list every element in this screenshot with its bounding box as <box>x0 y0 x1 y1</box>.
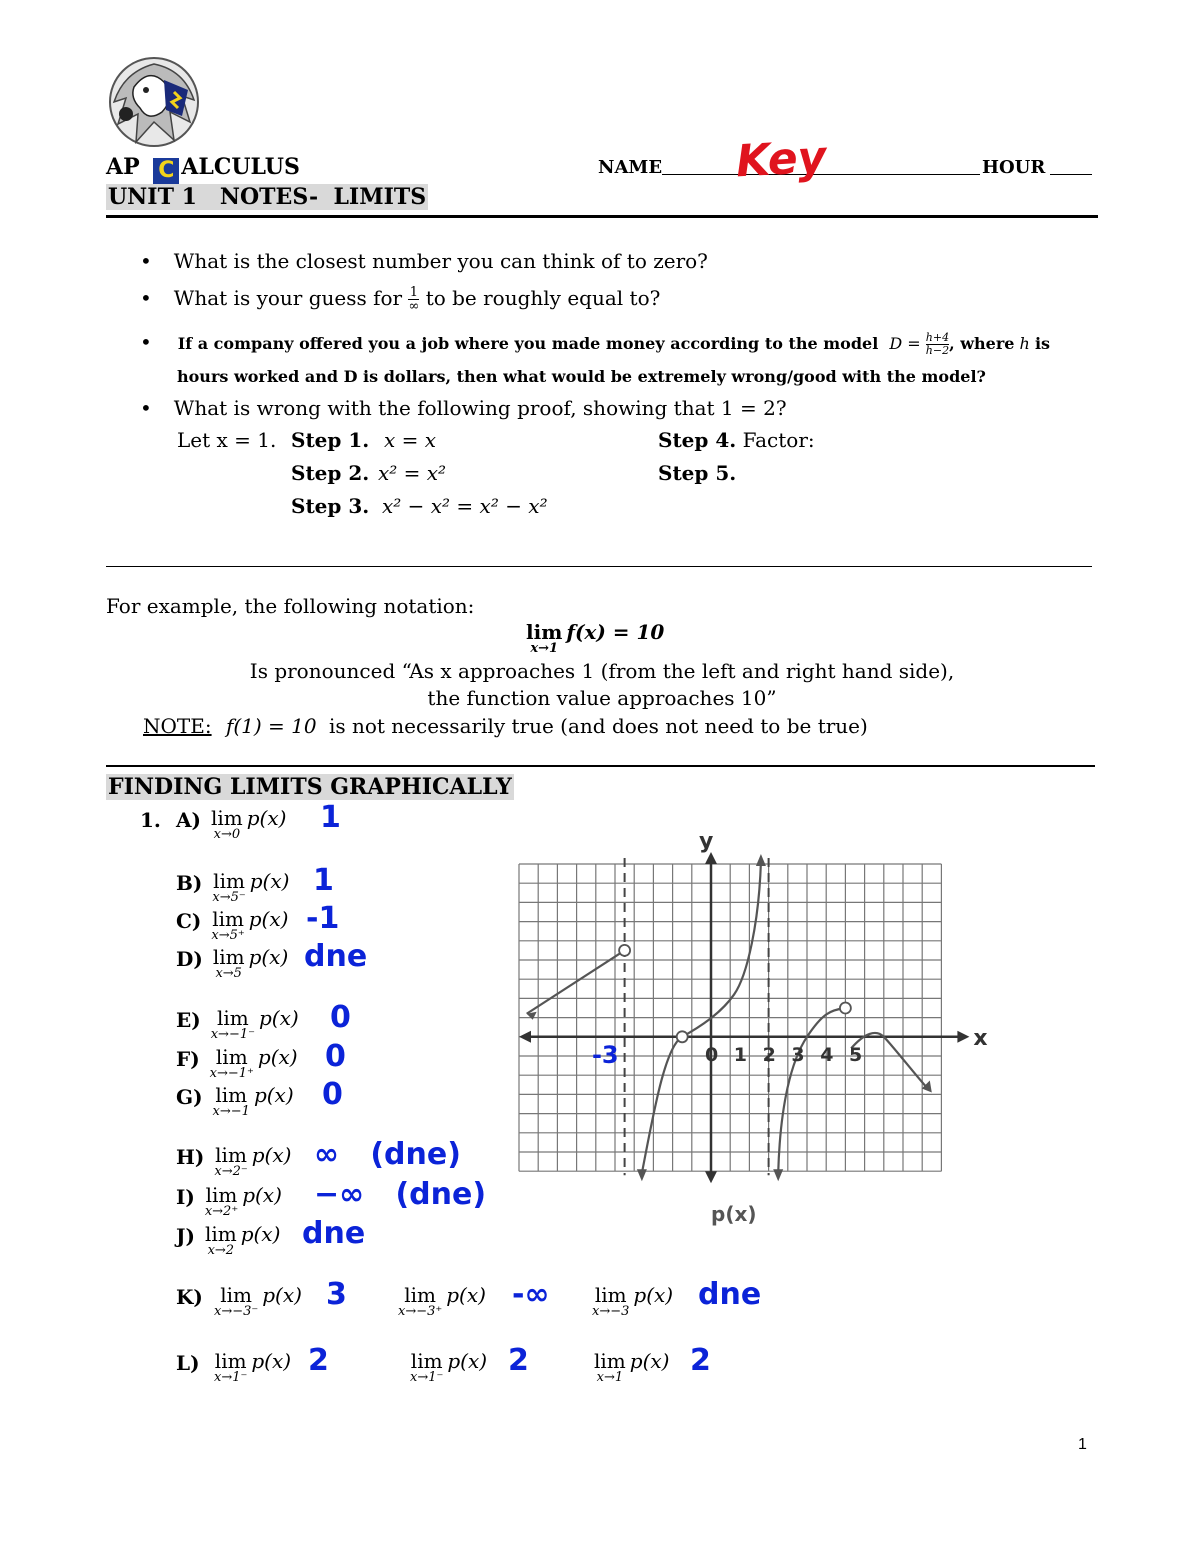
step3-label: Step 3. <box>291 494 370 518</box>
step1-label: Step 1. <box>291 428 370 452</box>
section-rule <box>106 765 1095 767</box>
row-k-part-0 <box>214 1285 302 1318</box>
bullet-2: • What is your guess for 1 ∞ to be roughly equal to? <box>140 285 661 314</box>
bullet-3: • If a company offered you a job where you made money according to the model D = $\frac{h+4}{h-2}$ , where h is <box>140 330 1051 357</box>
lim-operator: lim x→1⁻ <box>214 1349 248 1385</box>
unit-title: UNIT 1 NOTES- LIMITS <box>108 184 427 210</box>
handwritten-tick: -3 <box>591 1040 619 1069</box>
step3-eq: x² − x² = x² − x² <box>382 494 548 518</box>
lim-expression: p(x) <box>242 1183 282 1207</box>
lim-operator: lim x→−1⁻ <box>210 1006 255 1042</box>
handwritten-answer: dne <box>302 1216 366 1251</box>
item-label: H) <box>176 1145 205 1169</box>
lim-expression: p(x) <box>447 1349 488 1373</box>
lim-operator: lim x→5 <box>212 945 245 981</box>
handwritten-answer: dne <box>698 1277 762 1312</box>
school-logo <box>104 52 204 152</box>
lim-operator: lim x→5⁻ <box>212 869 246 905</box>
example-pron-1: Is pronounced “As x approaches 1 (from the left and right hand side), <box>249 659 955 683</box>
example-note: NOTE: f(1) = 10 is not necessarily true (and does not need to be true) <box>143 714 868 738</box>
lim-operator: lim x→−3 <box>592 1283 630 1319</box>
handwritten-answer: 0 <box>325 1039 346 1074</box>
limit-item-4 <box>176 1008 299 1041</box>
example-intro: For example, the following notation: <box>106 594 475 618</box>
row-l-part-1 <box>410 1351 487 1384</box>
lim-expression: p(x) <box>248 945 289 969</box>
limit-item-1 <box>176 871 289 904</box>
item-label: J) <box>176 1224 195 1248</box>
step2-label: Step 2. <box>291 461 370 485</box>
course-ap: AP <box>106 154 140 180</box>
lim-expression: p(x) <box>251 1349 292 1373</box>
item-label: D) <box>176 947 203 971</box>
lim-operator: lim x→1 <box>594 1349 626 1385</box>
tick-label: 5 <box>849 1043 863 1066</box>
item-label: F) <box>176 1047 200 1071</box>
item-label: E) <box>176 1008 201 1032</box>
lim-expression: p(x) <box>246 806 287 830</box>
lim-expression: p(x) <box>248 907 289 931</box>
item-label: A) <box>176 808 201 832</box>
tick-label: 1 <box>733 1043 748 1066</box>
name-value: Key <box>734 131 828 188</box>
item-label: C) <box>176 909 202 933</box>
graph-svg <box>505 829 988 1227</box>
bullet-3-line2: hours worked and D is dollars, then what would be extremely wrong/good with the model? <box>177 367 986 386</box>
lim-operator: lim x→−1 <box>212 1083 250 1119</box>
lim-operator: lim x→2 <box>204 1222 237 1258</box>
item-label: B) <box>176 871 203 895</box>
name-label: NAME <box>598 157 663 178</box>
handwritten-answer: -1 <box>306 901 340 936</box>
handwritten-answer: 2 <box>690 1343 711 1378</box>
handwritten-answer: 0 <box>330 1000 351 1035</box>
lim-operator: lim x→5⁺ <box>211 907 245 943</box>
lim-expression: p(x) <box>257 1045 298 1069</box>
limit-item-8 <box>176 1185 282 1218</box>
limit-item-9 <box>176 1224 280 1257</box>
lim-expression: p(x) <box>251 1143 292 1167</box>
row-l-part-0 <box>214 1351 291 1384</box>
page-number: 1 <box>1078 1436 1087 1453</box>
bullet-4: • What is wrong with the following proof, showing that 1 = 2? <box>140 396 787 420</box>
title-rule <box>106 215 1098 218</box>
step2-eq: x² = x² <box>378 461 447 485</box>
tick-label: 2 <box>762 1043 776 1066</box>
handwritten-answer: 2 <box>508 1343 529 1378</box>
item-label: I) <box>176 1185 195 1209</box>
handwritten-answer: 3 <box>326 1277 347 1312</box>
lim-operator: lim x→2⁻ <box>214 1143 248 1179</box>
handwritten-answer: 2 <box>308 1343 329 1378</box>
hour-line <box>1050 174 1092 175</box>
limit-item-6 <box>176 1085 294 1118</box>
row-l-part-2 <box>594 1351 669 1384</box>
lim-operator: lim x→−3⁺ <box>398 1283 443 1319</box>
tick-label: 4 <box>820 1043 834 1066</box>
lim-operator: lim x→−1⁺ <box>209 1045 254 1081</box>
handwritten-answer: −∞ (dne) <box>314 1177 487 1212</box>
proof-let: Let x = 1. <box>177 428 277 452</box>
lim-expression: p(x) <box>253 1083 294 1107</box>
course-rest: ALCULUS <box>181 154 300 180</box>
row-l-label: L) <box>176 1351 200 1375</box>
step1-eq: x = x <box>384 428 437 452</box>
lim-expression: p(x) <box>249 869 290 893</box>
lim-expression: p(x) <box>446 1283 486 1307</box>
handwritten-answer: dne <box>304 939 368 974</box>
curve-arrow-3 <box>773 1169 783 1181</box>
course-title <box>106 154 300 184</box>
problem-number: 1. <box>140 808 161 832</box>
row-k-part-1 <box>398 1285 486 1318</box>
curve-segment-4 <box>851 1033 926 1087</box>
lim-expression: p(x) <box>258 1006 299 1030</box>
limit-item-7 <box>176 1145 291 1178</box>
handwritten-answer: ∞ (dne) <box>314 1137 461 1172</box>
limit-item-2 <box>176 909 288 942</box>
section-divider <box>106 566 1092 567</box>
handwritten-answer: -∞ <box>512 1277 550 1312</box>
section-title: FINDING LIMITS GRAPHICALLY <box>108 774 512 800</box>
open-circle-1 <box>619 945 630 956</box>
step5-label: Step 5. <box>658 461 737 485</box>
example-limit: lim x→1 f(x) = 10 <box>526 620 665 656</box>
step4: Step 4. Factor: <box>658 428 815 452</box>
lim-operator: lim x→2⁺ <box>204 1183 239 1219</box>
y-axis-label: y <box>699 829 714 854</box>
open-circle-2 <box>677 1031 688 1042</box>
limit-item-5 <box>176 1047 298 1080</box>
limit-item-0 <box>176 808 286 841</box>
handwritten-answer: 0 <box>322 1077 343 1112</box>
hour-label: HOUR <box>982 157 1046 178</box>
lim-expression: p(x) <box>629 1349 670 1373</box>
item-label: G) <box>176 1085 203 1109</box>
tick-label: 3 <box>791 1043 805 1066</box>
handwritten-answer: 1 <box>320 800 341 835</box>
y-axis-arrow-down <box>705 1171 717 1183</box>
open-circle-3 <box>840 1003 851 1014</box>
lim-expression: p(x) <box>633 1283 674 1307</box>
row-k-label: K) <box>176 1285 203 1309</box>
lim-operator: lim x→−3⁻ <box>214 1283 259 1319</box>
x-axis-arrow-left <box>519 1031 531 1043</box>
curve-arrow-2a <box>637 1169 647 1181</box>
limit-item-3 <box>176 947 288 980</box>
bullet-1: • What is the closest number you can think of to zero? <box>140 249 708 273</box>
lim-expression: p(x) <box>262 1283 302 1307</box>
handwritten-answer: 1 <box>313 863 334 898</box>
graph-caption: p(x) <box>711 1202 757 1227</box>
lim-operator: lim x→0 <box>210 806 243 842</box>
graph-figure <box>505 829 988 1227</box>
lim-expression: p(x) <box>240 1222 281 1246</box>
curve-arrow-2b <box>756 854 766 866</box>
x-axis-label: x <box>973 1025 988 1051</box>
x-axis-arrow <box>957 1031 969 1043</box>
logo-c: C <box>153 158 179 184</box>
lim-operator: lim x→1⁻ <box>410 1349 444 1385</box>
tick-label: 0 <box>705 1043 719 1066</box>
example-pron-2: the function value approaches 10” <box>427 686 777 710</box>
row-k-part-2 <box>592 1285 673 1318</box>
